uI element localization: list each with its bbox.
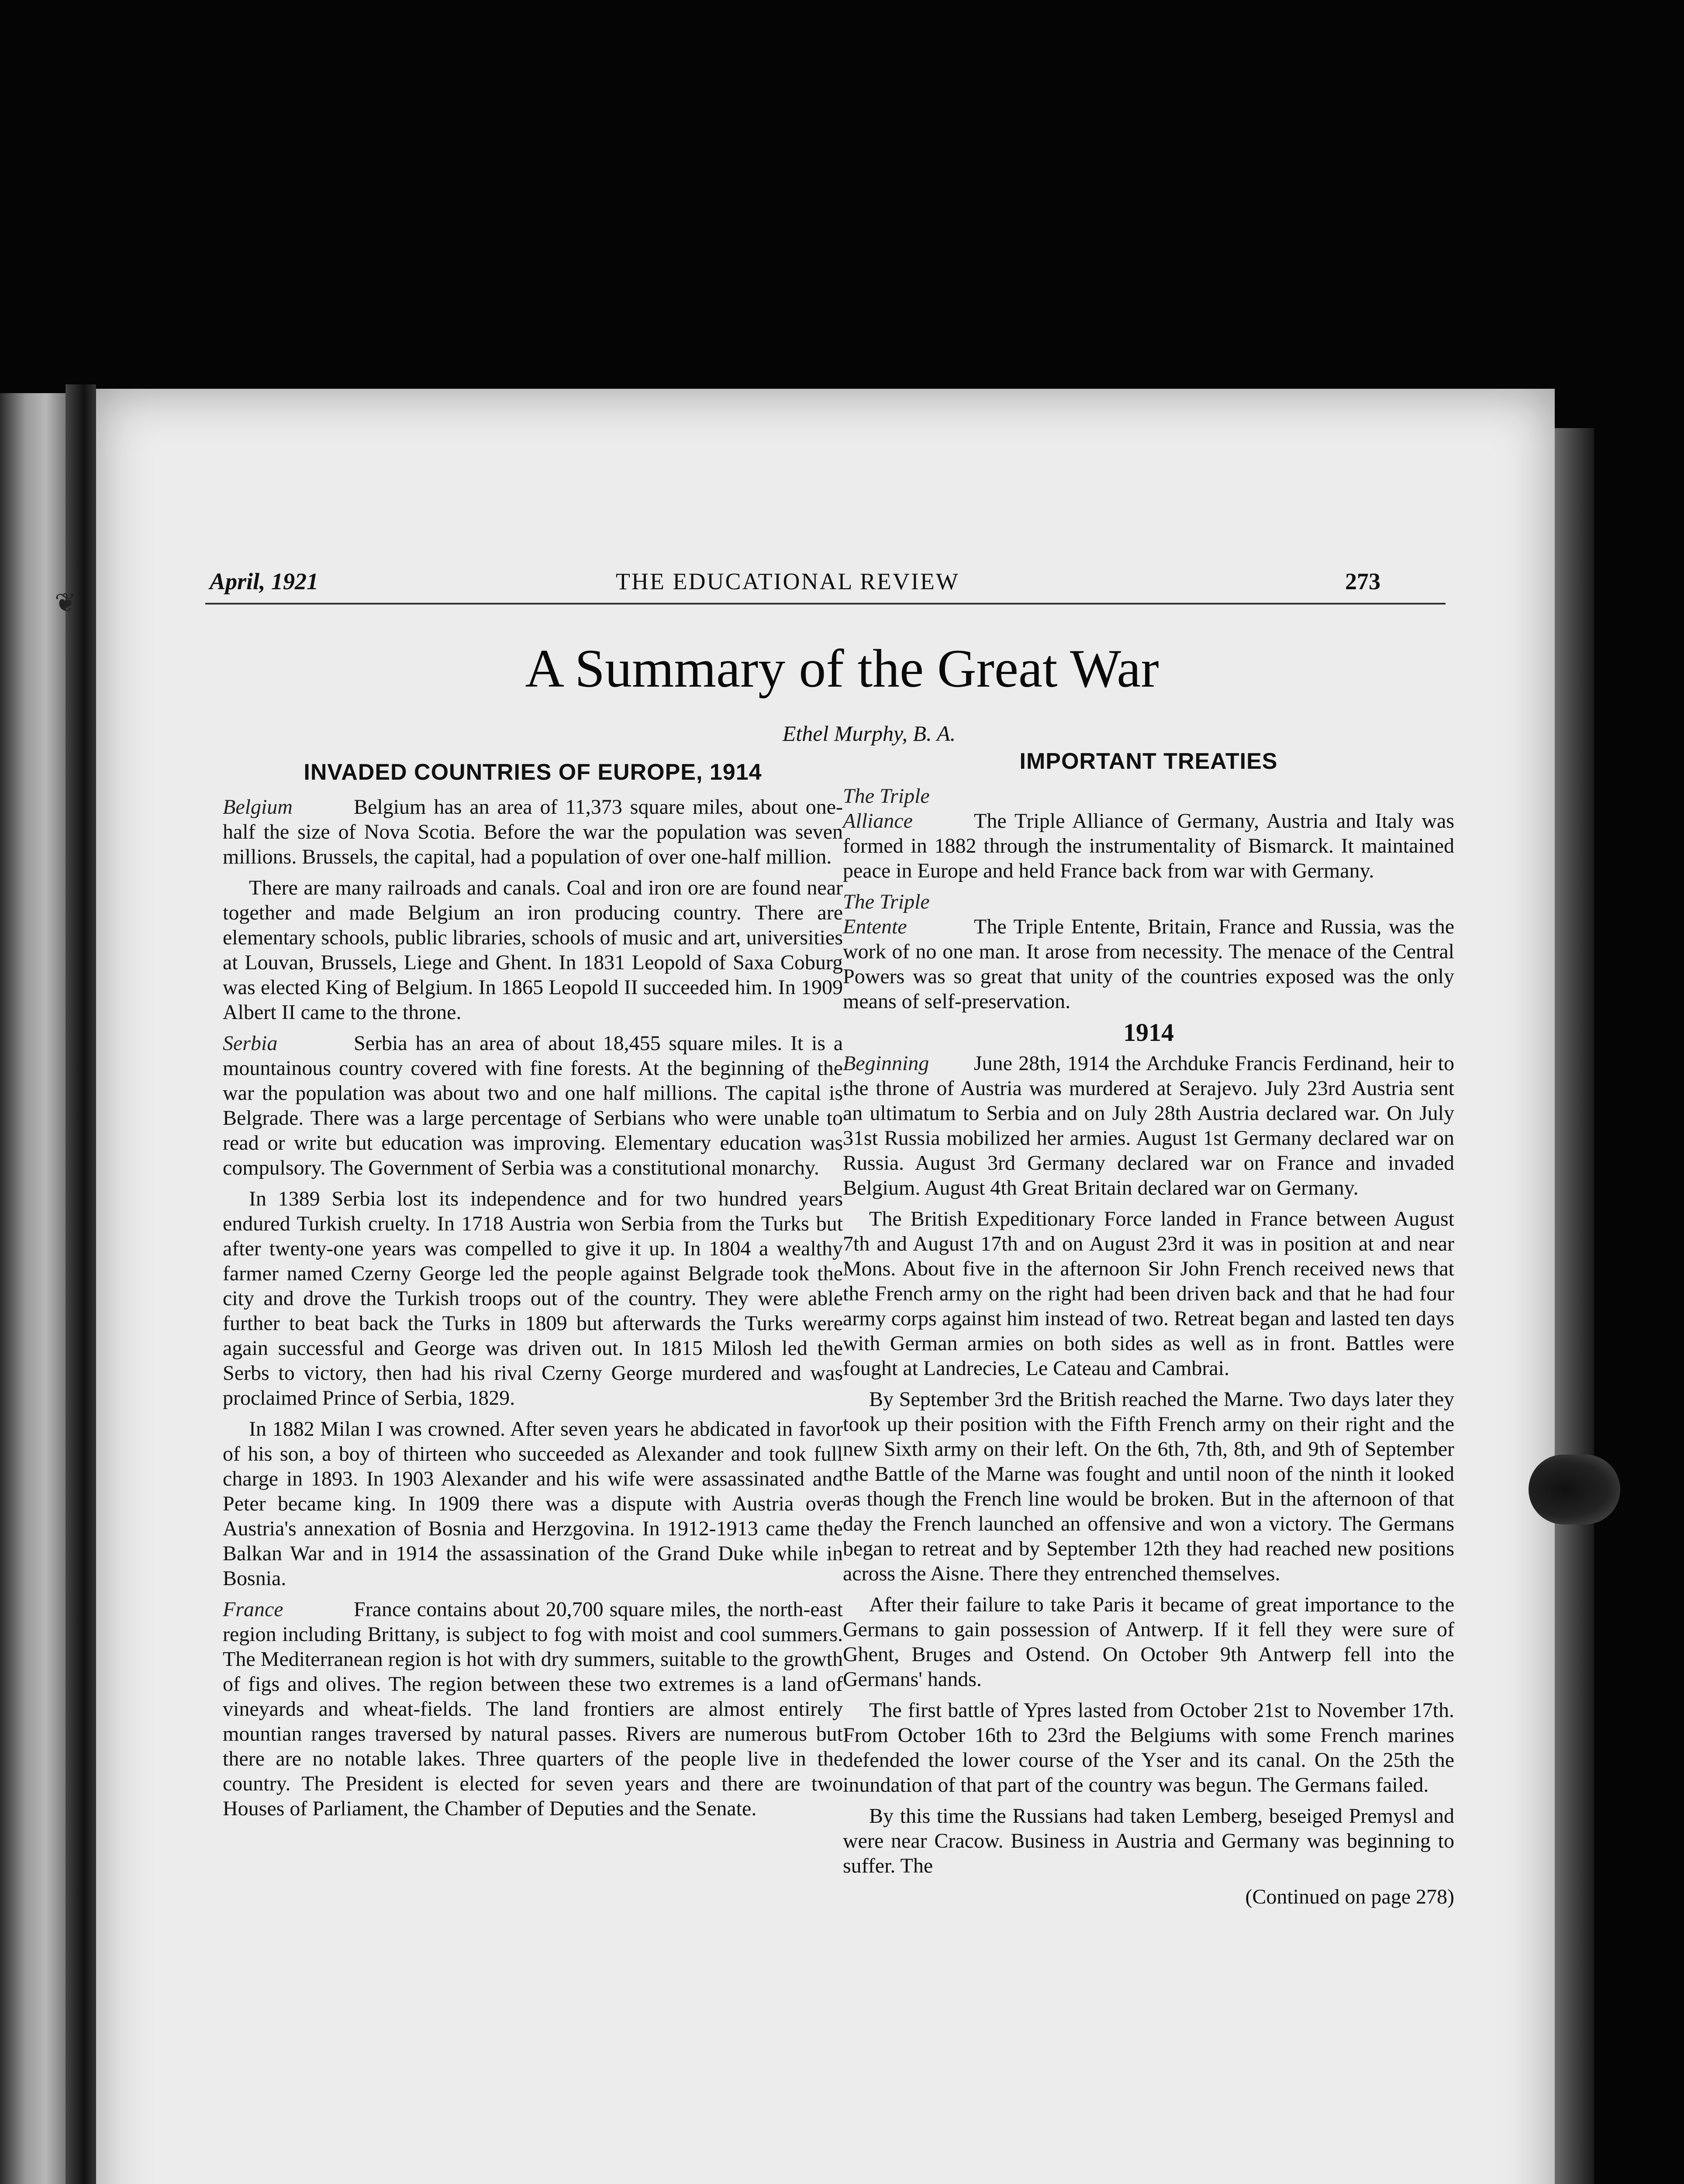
france-text-1: France contains about 20,700 square miles, the north-east region including Brittany, is subject to fog with moist and cool summers. The Mediterranean region is hot with dry summers, suitable to the growth of figs and olives. The region between these two extremes is a land of vineyards and wheat-fields. The land frontiers are almost entirely mountian ranges traversed by natural passes. Rivers are numerous but there are no notable lakes. Three quarters of the people live in the country. The President is elected for seven years and there are two Houses of Parliament, the Chamber of Deputies and the Senate. (223, 1598, 843, 1820)
france-paragraph-1 (223, 1597, 843, 1821)
serbia-paragraph-2: In 1389 Serbia lost its independence and for two hundred years endured Turkish cruelty. In 1718 Austria won Serbia from the Turks but after twenty-one years was compelled to give it up. In 1804 a wealthy farmer named Czerny George led the people against Belgrade took the city and drove the Turkish troops out of the country. They were able further to beat back the Turks in 1809 but afterwards the Turks were again successful and George was driven out. In 1815 Milosh led the Serbs to victory, then had his rival Czerny George murdered and was proclaimed Prince of Serbia, 1829. (223, 1187, 843, 1410)
triple-alliance-text: The Triple Alliance of Germany, Austria and Italy was formed in 1882 through the instrumentality of Bismarck. It maintained peace in Europe and held France back from war with Germany. (843, 809, 1454, 882)
continued-notice: (Continued on page 278) (1245, 1885, 1454, 1908)
header-journal-name: THE EDUCATIONAL REVIEW (616, 568, 959, 594)
article-author: Ethel Murphy, B. A. (782, 721, 956, 746)
sidenote-beginning: Beginning (843, 1052, 929, 1075)
section-heading-invaded-countries: INVADED COUNTRIES OF EUROPE, 1914 (304, 760, 762, 785)
beginning-paragraph-5: The first battle of Ypres lasted from October 21st to November 17th. From October 16th to 23rd the Belgiums with some French marines defended the lower course of the Yser and its canal. On the 25th the inundation of that part of the country was begun. The Germans failed. (843, 1699, 1454, 1797)
sidenote-triple-alliance: The Triple Alliance (843, 784, 930, 833)
sidenote-france: France (223, 1598, 283, 1621)
header-date: April, 1921 (210, 568, 319, 594)
serbia-text-1: Serbia has an area of about 18,455 square miles. It is a mountainous country covered with fine forests. At the beginning of the war the population was about two and one half millions. The capital is Belgrade. There was a large percentage of Serbians who were unable to read or write but education was improving. Elementary education was compulsory. The Government of Serbia was a constitutional monarchy. (223, 1032, 843, 1179)
beginning-paragraph-1 (843, 1051, 1454, 1200)
left-column (223, 760, 843, 1827)
serbia-paragraph-3: In 1882 Milan I was crowned. After seven years he abdicated in favor of his son, a boy of thirteen who succeeded as Alexander and took full charge in 1893. In 1903 Alexander and his wife were assassinated and Peter became king. In 1909 there was a dispute with Austria over Austria's annexation of Bosnia and Herzgovina. In 1912-1913 came the Balkan War and in 1914 the assassination of the Grand Duke while in Bosnia. (223, 1417, 843, 1590)
beginning-paragraph-6: By this time the Russians had taken Lemberg, beseiged Premysl and were near Cracow. Business in Austria and Germany was beginning to suffer. The (843, 1804, 1454, 1877)
triple-alliance-paragraph (843, 784, 1454, 883)
belgium-text-1: Belgium has an area of 11,373 square miles, about one-half the size of Nova Scotia. Before the war the population was seven millions. Brussels, the capital, had a population of over one-half million. (223, 795, 843, 868)
serbia-paragraph-1 (223, 1031, 843, 1180)
binder-clip (1529, 1455, 1620, 1524)
beginning-paragraph-4: After their failure to take Paris it became of great importance to the Germans to gain possession of Antwerp. If it fell they were sure of Ghent, Bruges and Ostend. On October 9th Antwerp fell into the Germans' hands. (843, 1593, 1454, 1691)
triple-entente-text: The Triple Entente, Britain, France and Russia, was the work of no one man. It arose from necessity. The menace of the Central Powers was so great that unity of the countries exposed was the only means of self-preservation. (843, 915, 1454, 1013)
sidenote-serbia: Serbia (223, 1032, 278, 1055)
sidenote-belgium: Belgium (223, 795, 293, 819)
belgium-paragraph-2: There are many railroads and canals. Coal and iron ore are found near together and made Belgium an iron producing country. There are elementary schools, public libraries, schools of music and art, universities at Louvan, Brussels, Liege and Ghent. In 1831 Leopold of Saxa Coburg was elected King of Belgium. In 1865 Leopold II succeeded him. In 1909 Albert II came to the throne. (223, 876, 843, 1024)
triple-entente-paragraph (843, 889, 1454, 1014)
article-title: A Summary of the Great War (525, 639, 1159, 698)
header-rule (205, 603, 1446, 605)
beginning-text-1: June 28th, 1914 the Archduke Francis Ferdinand, heir to the throne of Austria was murdered at Serajevo. July 23rd Austria sent an ultimatum to Serbia and on July 28th Austria declared war. On July 31st Russia mobilized her armies. August 1st Germany declared war on Russia. August 3rd Germany declared war on France and invaded Belgium. August 4th Great Britain declared war on Germany. (843, 1052, 1454, 1199)
beginning-paragraph-3: By September 3rd the British reached the Marne. Two days later they took up their position with the Fifth French army on their right and the new Sixth army on their left. On the 6th, 7th, 8th, and 9th of September the Battle of the Marne was fought and until noon of the ninth it looked as though the French line would be broken. But in the afternoon of that day the French launched an offensive and won a victory. The Germans began to retreat and by September 12th they had reached new positions across the Aisne. There they entrenched themselves. (843, 1388, 1454, 1585)
section-heading-important-treaties: IMPORTANT TREATIES (1019, 749, 1278, 774)
belgium-paragraph-1 (223, 795, 843, 869)
beginning-paragraph-2: The British Expeditionary Force landed in France between August 7th and August 17th and on August 23rd it was in position at and near Mons. About five in the afternoon Sir John French received news that the French army on the right had been driven back and that he had four army corps against him instead of two. Retreat began and lasted ten days with German armies on both sides as well as in front. Battles were fought at Landrecies, Le Cateau and Cambrai. (843, 1207, 1454, 1380)
sidenote-triple-entente: The Triple Entente (843, 890, 930, 938)
right-column (843, 749, 1454, 1909)
year-heading-1914: 1914 (1123, 1018, 1174, 1047)
margin-mark-icon: ❦ (55, 587, 77, 618)
header-page-number: 273 (1345, 568, 1380, 594)
